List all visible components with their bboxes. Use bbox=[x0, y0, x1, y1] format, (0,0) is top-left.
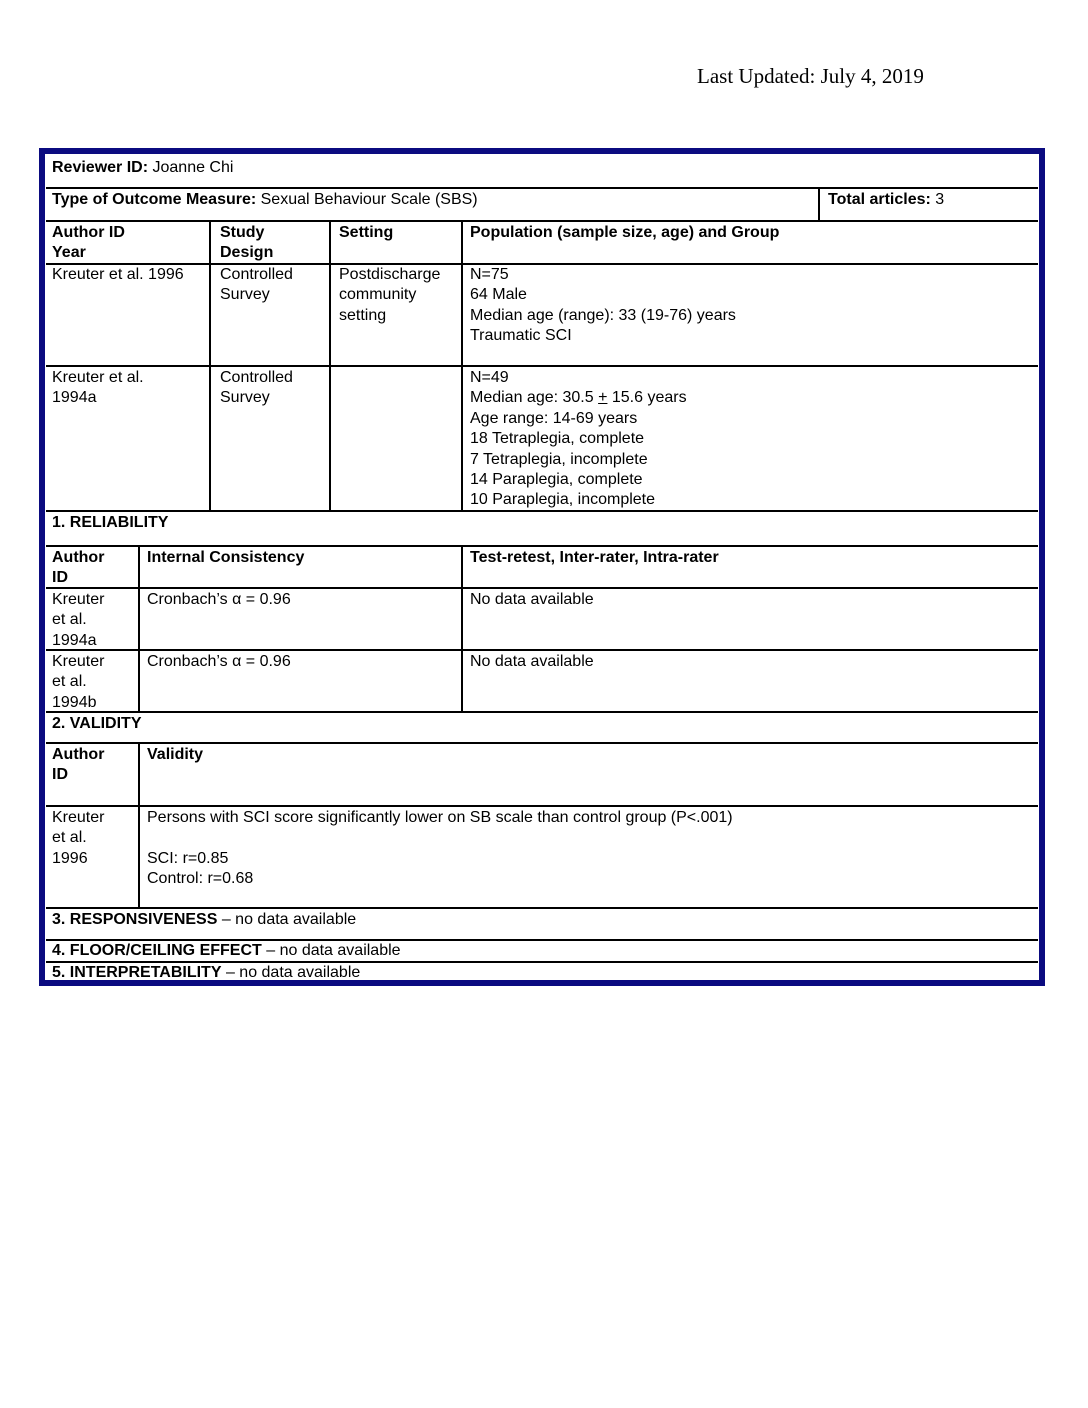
validity-header-validity: Validity bbox=[147, 746, 204, 763]
reliability-row-2-author: Kreuter et al. 1994b bbox=[52, 653, 105, 711]
reliability-header-author: Author ID bbox=[52, 549, 105, 587]
reliability-header-retest: Test-retest, Inter-rater, Intra-rater bbox=[470, 549, 719, 566]
study-row-1-author: Kreuter et al. 1996 bbox=[52, 266, 184, 283]
section-floor-ceiling-effect: 4. FLOOR/CEILING EFFECT – no data available bbox=[52, 942, 401, 959]
reliability-row-2-retest: No data available bbox=[470, 653, 594, 670]
reliability-row-2-internal: Cronbach’s α = 0.96 bbox=[147, 653, 291, 670]
reliability-row-1-author: Kreuter et al. 1994a bbox=[52, 591, 105, 649]
outcome-measure-type bbox=[52, 190, 478, 210]
header-study-design: Study Design bbox=[220, 224, 274, 262]
validity-header-author: Author ID bbox=[52, 746, 105, 784]
study-row-2-design: Controlled Survey bbox=[220, 369, 293, 407]
study-row-1-setting: Postdischarge community setting bbox=[339, 266, 441, 324]
total-articles-value: 3 bbox=[930, 191, 945, 208]
header-setting: Setting bbox=[339, 224, 394, 241]
last-updated-date: Last Updated: July 4, 2019 bbox=[697, 64, 924, 88]
header-author-id-year: Author ID Year bbox=[52, 224, 125, 262]
reliability-header-internal: Internal Consistency bbox=[147, 549, 305, 566]
validity-row-1-text: Persons with SCI score significantly lower on SB scale than control group (P<.001) SCI: r=0.85 Control: r=0.68 bbox=[147, 809, 733, 888]
reviewer-id-label: Reviewer ID: bbox=[52, 159, 149, 176]
section-responsiveness: 3. RESPONSIVENESS – no data available bbox=[52, 911, 357, 928]
study-row-2-author: Kreuter et al. 1994a bbox=[52, 369, 144, 407]
section-validity-title: 2. VALIDITY bbox=[52, 715, 142, 732]
total-articles bbox=[828, 190, 944, 210]
reviewer-id bbox=[52, 158, 233, 178]
validity-row-1-author: Kreuter et al. 1996 bbox=[52, 809, 105, 867]
plus-minus-symbol: + bbox=[598, 389, 608, 407]
outcome-measure-value: Sexual Behaviour Scale (SBS) bbox=[256, 191, 478, 208]
reviewer-id-value: Joanne Chi bbox=[148, 159, 234, 176]
total-articles-label: Total articles: bbox=[828, 191, 931, 208]
reliability-row-1-internal: Cronbach’s α = 0.96 bbox=[147, 591, 291, 608]
study-row-1-design: Controlled Survey bbox=[220, 266, 293, 304]
outcome-measure-label: Type of Outcome Measure: bbox=[52, 191, 257, 208]
reliability-row-1-retest: No data available bbox=[470, 591, 594, 608]
study-row-2-population: N=49 Median age: 30.5 + 15.6 years Age range: 14-69 years 18 Tetraplegia, complete 7 Tetraplegia, incomplete 14 Paraplegia, complete 10 Paraplegia, incomplete bbox=[470, 369, 687, 509]
header-population: Population (sample size, age) and Group bbox=[470, 224, 780, 241]
section-interpretability: 5. INTERPRETABILITY – no data available bbox=[52, 964, 361, 981]
study-row-1-population: N=75 64 Male Median age (range): 33 (19-76) years Traumatic SCI bbox=[470, 266, 736, 345]
section-reliability-title: 1. RELIABILITY bbox=[52, 514, 169, 531]
